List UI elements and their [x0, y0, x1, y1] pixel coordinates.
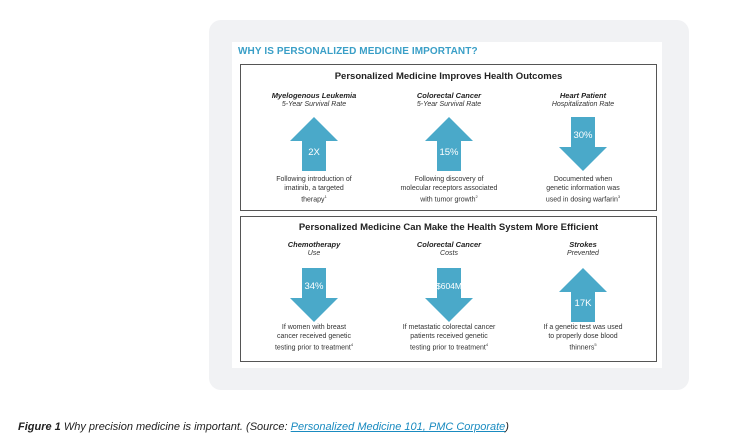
- arrow-shape: [559, 117, 607, 171]
- item-title: Myelogenous Leukemia: [271, 91, 357, 100]
- description-line: patients received genetic: [410, 332, 488, 340]
- description-line: testing prior to treatment$^4$: [409, 342, 489, 352]
- item-title: Colorectal Cancer: [416, 91, 482, 100]
- arrow-shape: [559, 268, 607, 322]
- outcomes-item-header: [247, 91, 381, 109]
- arrow-down-icon: [425, 268, 473, 322]
- efficiency-item-header: [516, 240, 650, 258]
- item-description: [382, 176, 516, 205]
- item-description: [247, 324, 381, 353]
- description-line: If metastatic colorectal cancer: [402, 324, 496, 331]
- efficiency-item-header: [247, 240, 381, 258]
- item-description: [247, 176, 381, 205]
- description-line: testing prior to treatment$^4$: [274, 342, 354, 352]
- efficiency-title: Personalized Medicine Can Make the Health System More Efficient: [298, 222, 599, 233]
- arrow-up-icon: [290, 117, 338, 171]
- reference-marker: 2: [475, 194, 478, 199]
- outcomes-item-header: [516, 91, 650, 109]
- outcomes-item-header: [382, 91, 516, 109]
- reference-marker: 1: [324, 194, 327, 199]
- outcomes-title: Personalized Medicine Improves Health Outcomes: [334, 71, 563, 82]
- item-title: Chemotherapy: [287, 240, 341, 249]
- description-line: used in dosing warfarin$^3$: [545, 194, 621, 204]
- reference-marker: 5: [594, 342, 597, 347]
- arrow-down-icon: [290, 268, 338, 322]
- description-line: therapy$^1$: [301, 194, 327, 204]
- item-description: [516, 324, 650, 353]
- reference-marker: 4: [485, 342, 489, 347]
- reference-marker: 4: [350, 342, 354, 347]
- item-subtitle: Hospitalization Rate: [551, 101, 615, 108]
- item-subtitle: Use: [307, 250, 321, 257]
- description-line: If women with breast: [281, 324, 347, 331]
- caption-end: ): [505, 421, 509, 433]
- item-description: [516, 176, 650, 205]
- infographic-heading: WHY IS PERSONALIZED MEDICINE IMPORTANT?: [238, 46, 478, 57]
- description-line: to properly dose blood: [548, 332, 618, 340]
- description-line: thinners$^5$: [569, 342, 597, 352]
- arrow-shape: [290, 117, 338, 171]
- arrow-value: 30%: [573, 130, 593, 141]
- efficiency-item-header: [382, 240, 516, 258]
- description-line: If a genetic test was used: [543, 324, 623, 331]
- arrow-value: 34%: [304, 281, 324, 292]
- item-subtitle: Costs: [440, 250, 458, 257]
- description-line: molecular receptors associated: [400, 184, 498, 192]
- item-subtitle: 5-Year Survival Rate: [281, 101, 347, 108]
- item-subtitle: 5-Year Survival Rate: [416, 101, 482, 108]
- arrow-value: 2X: [308, 147, 320, 158]
- arrow-value: $604M: [436, 281, 462, 291]
- description-line: Documented when: [553, 176, 613, 183]
- arrow-value: 15%: [439, 147, 459, 158]
- figure-caption: [18, 421, 509, 433]
- description-line: genetic information was: [546, 184, 620, 192]
- arrow-down-icon: [559, 117, 607, 171]
- item-title: Colorectal Cancer: [416, 240, 482, 249]
- arrow-shape: [290, 268, 338, 322]
- reference-marker: 3: [617, 194, 621, 199]
- arrow-up-icon: [425, 117, 473, 171]
- item-title: Strokes: [569, 240, 597, 249]
- caption-text: Why precision medicine is important. (Source:: [60, 421, 291, 433]
- caption-figure-label: Figure 1: [18, 421, 61, 433]
- arrow-value: 17K: [574, 298, 592, 309]
- arrow-shape: [425, 117, 473, 171]
- arrow-up-icon: [559, 268, 607, 322]
- description-line: Following introduction of: [276, 176, 352, 183]
- description-line: Following discovery of: [414, 176, 484, 183]
- caption-source-link[interactable]: Personalized Medicine 101, PMC Corporate: [290, 421, 506, 433]
- description-line: imatinib, a targeted: [284, 184, 344, 192]
- arrow-shape: [425, 268, 473, 322]
- item-subtitle: Prevented: [567, 250, 599, 257]
- item-title: Heart Patient: [559, 91, 607, 100]
- description-line: cancer received genetic: [277, 332, 351, 340]
- item-description: [382, 324, 516, 353]
- description-line: with tumor growth$^2$: [420, 194, 478, 204]
